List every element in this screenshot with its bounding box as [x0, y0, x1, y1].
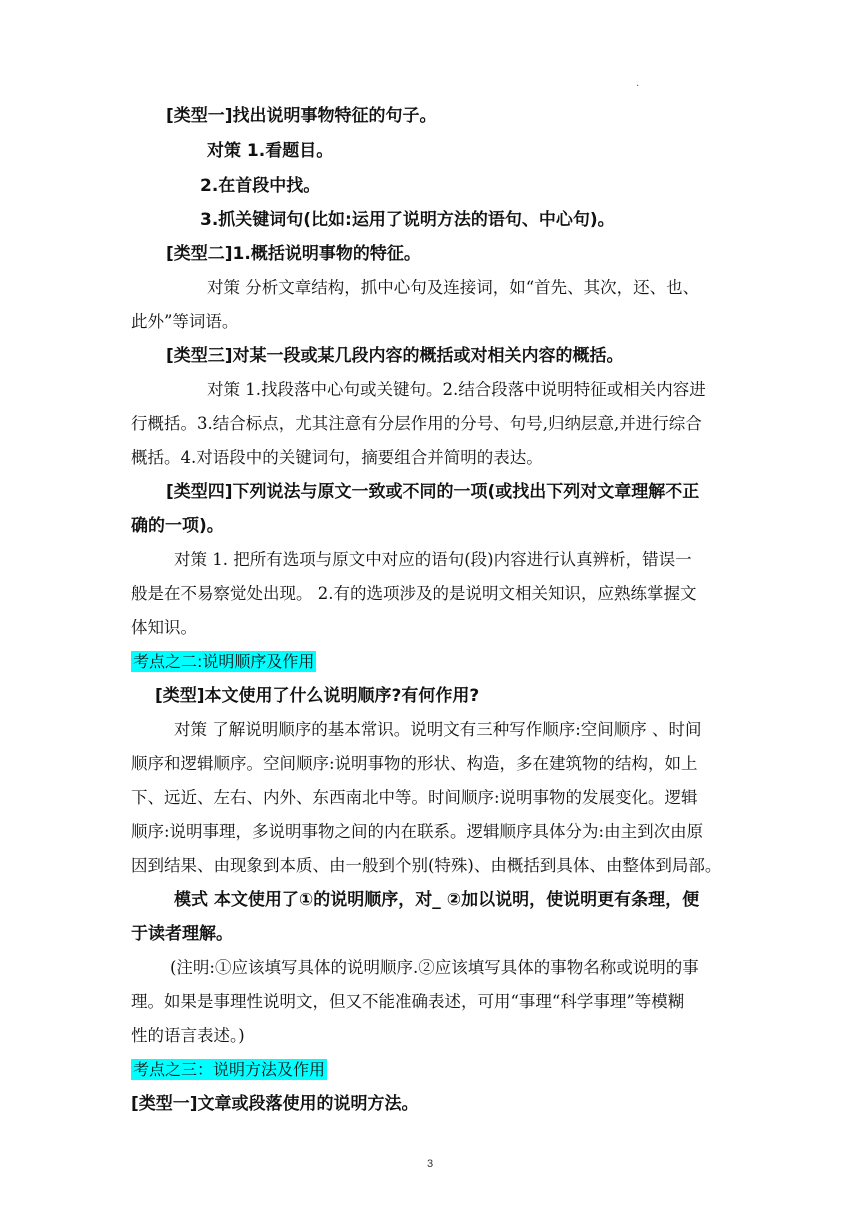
paragraph-line: 般是在不易察觉处出现。 2.有的选项涉及的是说明文相关知识，应熟练掌握文 — [131, 584, 697, 603]
type-one-heading: [类型一]找出说明事物特征的句子。 — [166, 106, 437, 126]
note-line: (注明:①应该填写具体的说明顺序.②应该填写具体的事物名称或说明的事 — [170, 958, 699, 977]
paragraph-line: 概括。4.对语段中的关键词句，摘要组合并简明的表达。 — [131, 448, 543, 467]
paragraph-line: 此外”等词语。 — [131, 312, 239, 331]
strategy-line: 对策 1.看题目。 — [207, 141, 334, 161]
section-heading-highlight: 考点之二:说明顺序及作用 — [133, 652, 315, 671]
paragraph-line: 体知识。 — [131, 618, 197, 637]
paragraph-line: 对策 分析文章结构，抓中心句及连接词，如“首先、其次，还、也、 — [207, 278, 700, 297]
section-heading — [131, 1059, 327, 1081]
type-one-heading: [类型一]文章或段落使用的说明方法。 — [131, 1094, 419, 1114]
note-line: 性的语言表述。) — [131, 1026, 245, 1045]
note-line: 理。如果是事理性说明文，但又不能准确表述，可用“事理“科学事理”等模糊 — [131, 992, 685, 1011]
paragraph-line: 对策 1.找段落中心句或关键句。2.结合段落中说明特征或相关内容进 — [207, 380, 706, 399]
paragraph-line: 对策 1. 把所有选项与原文中对应的语句(段)内容进行认真辨析，错误一 — [174, 550, 692, 569]
pattern-line: 于读者理解。 — [131, 924, 233, 944]
decor-dot: . — [636, 78, 640, 89]
paragraph-line: 因到结果、由现象到本质、由一般到个别(特殊)、由概括到具体、由整体到局部。 — [131, 856, 722, 875]
section-heading — [131, 651, 316, 673]
type-three-heading: [类型三]对某一段或某几段内容的概括或对相关内容的概括。 — [166, 346, 624, 366]
paragraph-line: 对策 了解说明顺序的基本常识。说明文有三种写作顺序:空间顺序 、时间 — [174, 720, 702, 739]
paragraph-line: 行概括。3.结合标点，尤其注意有分层作用的分号、句号,归纳层意,并进行综合 — [131, 414, 702, 433]
type-two-heading: [类型二]1.概括说明事物的特征。 — [166, 244, 421, 264]
strategy-line: 3.抓关键词句(比如:运用了说明方法的语句、中心句)。 — [200, 210, 615, 230]
paragraph-line: 顺序:说明事理，多说明事物之间的内在联系。逻辑顺序具体分为:由主到次由原 — [131, 822, 704, 841]
page-number: 3 — [426, 1158, 434, 1170]
pattern-line: 模式 本文使用了①的说明顺序，对_ ②加以说明，使说明更有条理，便 — [174, 890, 700, 910]
paragraph-line: 顺序和逻辑顺序。空间顺序:说明事物的形状、构造，多在建筑物的结构，如上 — [131, 754, 698, 773]
type-four-heading: 确的一项)。 — [131, 516, 224, 536]
type-heading: [类型]本文使用了什么说明顺序?有何作用? — [155, 686, 480, 706]
paragraph-line: 下、远近、左右、内外、东西南北中等。时间顺序:说明事物的发展变化。逻辑 — [131, 788, 698, 807]
section-heading-highlight: 考点之三：说明方法及作用 — [133, 1060, 326, 1079]
strategy-line: 2.在首段中找。 — [200, 176, 321, 196]
type-four-heading: [类型四]下列说法与原文一致或不同的一项(或找出下列对文章理解不正 — [166, 482, 700, 502]
